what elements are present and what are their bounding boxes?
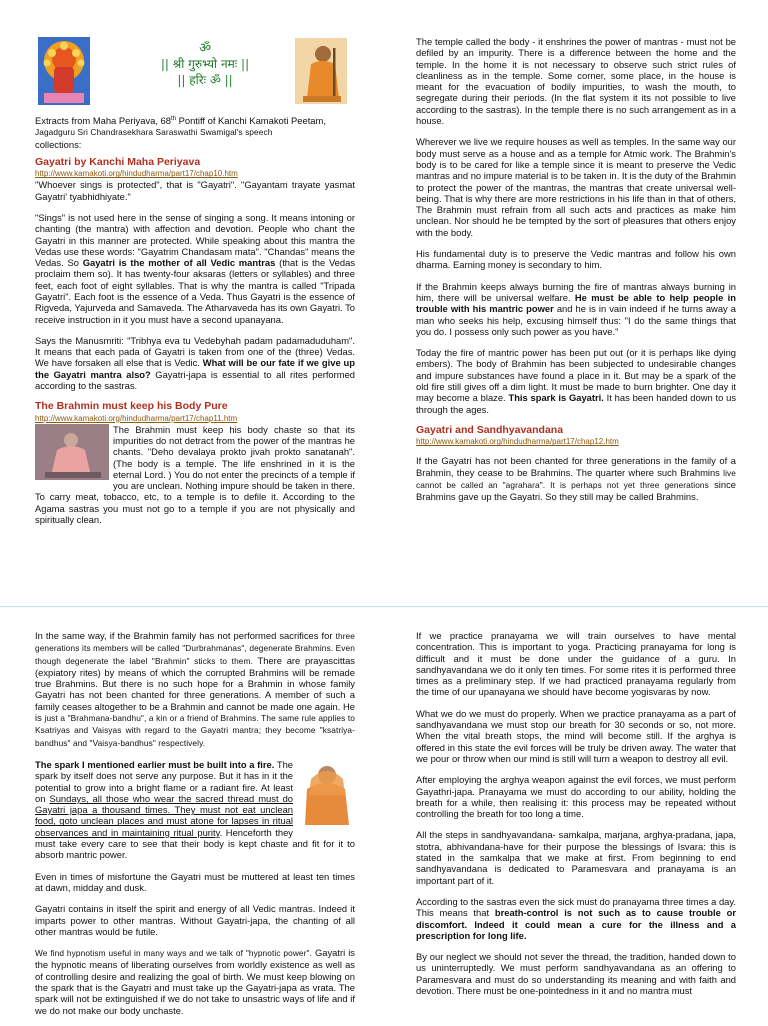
- r1-paragraph-4: [416, 281, 736, 337]
- r1-p5-bold: This spark is Gayatri.: [508, 392, 604, 404]
- bl-paragraph-2: [35, 759, 355, 861]
- s3-small-text: live cannot be called an "agrahara". It is perhaps not yet three generations: [416, 467, 736, 490]
- s1-p3-text: Says the Manusmriti: "Tribhya eva tu Vedebyhah padam padamaduduham". It means that each pada of Gayatri is taken from one of the (three) Vedas. We have forsaken all else that is Vedic.: [35, 334, 355, 369]
- bl-p5-small: We find hypnotism useful in many ways and we talk of "hypnotic power".: [35, 948, 312, 959]
- r1-paragraph-5: [416, 347, 736, 415]
- s1-p2-text: "Sings" is not used here in the sense of singing a song. It means intoning or chanting (the mantra) with affection and devotion. People who chant the Gayatri in this manner are protected. While speaking about this mantra the Vedas use these words: "Gayatrim Chandasam mata". "Chandas" means the Vedas. So: [35, 211, 355, 269]
- left-top-column: [35, 114, 355, 535]
- r1-p5-text-end: It has been handed down to us through the ages.: [416, 392, 737, 415]
- intro-text-c: Jagadguru Sri Chandrasekhara Saraswathi Swamigal's speech: [35, 127, 273, 138]
- r1-p4-bold: He must be able to help people in trouble with his mantric power: [416, 291, 736, 315]
- bl-p2-text-end: . Henceforth they must take every care to see that their body is kept chaste and fit for it to absorb mantric power.: [35, 826, 355, 861]
- right-bottom-column: [416, 630, 736, 1006]
- br-p5-bold: breath-control is not such as to cause trouble or discomfort. Indeed it could mean a cure for the illness and a prescription for long life.: [416, 907, 736, 941]
- bl-p2-text: The spark by itself does not serve any purpose. But it has in it the potential to grow into a bright flame or a radiant fire. At least on: [35, 758, 294, 804]
- br-paragraph-3: After employing the arghya weapon against the evil forces, we must perform Gayathri-japa. Pranayama we must do according to our ability, holding the breath for a while, then realising it: this process may be repeated without controlling the breath for too long a time.: [416, 774, 736, 820]
- r1-paragraph-2: Wherever we live we require houses as well as temples. In the same way our body must serve as a house and as a temple for Atmic work. The Brahmin's body is to be cared for like a temple since it is meant to preserve the Vedic mantras and no impure material is to be taken in. It is the duty of the Brahmin to protect the power of the mantras, the mantras that create universal well-being. That is why there are more restrictions in his life than in that of others. The Brahmin must refrain from all such acts and practices as make him unclean. Nor should he be tempted by the sort of pleasures that others enjoy with the body.: [416, 136, 736, 238]
- bl-p2-bold: The spark I mentioned earlier must be built into a fire.: [35, 758, 275, 770]
- bl-paragraph-4: Gayatri contains in itself the spirit and energy of all Vedic mantras. Indeed it imparts power to other mantras. Without Gayatri-japa, the chanting of all other mantras would be futile.: [35, 903, 355, 937]
- section-title-sandhyavandana: Gayatri and Sandhyavandana: [416, 423, 564, 436]
- s1-p3-bold: What will be our fate if we give up the Gayatri mantra also?: [35, 357, 355, 380]
- r1-paragraph-1: The temple called the body - it enshrines the power of mantras - must not be defiled by an impurity. There is a difference between the home and the temple. In the home it is not necessary to observe such strict rules of cleanliness as in the temple. Some corner, some place, in the house is meant for the evacuation of bodily impurities, to wash the mouth, to segregate during their periods. (In the flat system it its not possible to live according to the sastras). In the temple there is no such arrangement as in a house.: [416, 36, 736, 127]
- bl-p1-text: In the same way, if the Brahmin family has not performed sacrifices for: [35, 630, 336, 641]
- s2-paragraph: The Brahmin must keep his body chaste so that its impurities do not detract from the power of the mantras he chants. "Deho devalaya prokto jivah prokto sanatanah". (The body is a temple. The life enshrined in it is the eternal Lord. ) You do not enter the precincts of a temple if you are unclean. Nothing impure should be taken in there. To carry meat, tobacco, etc, to a temple is to defile it. According to the Agama sastras you must not go to a temple if you are not physically and spiritually clean.: [35, 423, 355, 526]
- intro-sup: th: [171, 116, 177, 122]
- section-title-gayatri: Gayatri by Kanchi Maha Periyava: [35, 156, 201, 169]
- bl-p5-text: Gayatri is the hypnotic means of liberating ourselves from worldly existence as well as of controlling desire and realizing the goal of birth. We must keep blowing on the spark that is the Gayatri and must take up the Gayatri-japa as vrata. The spark will not be extinguished if we do not take to unsastric ways of life and if we do not make our body unchaste.: [35, 947, 355, 1016]
- s1-p3-text-end: Gayatri-japa is essential to all rites performed according to the sastras.: [35, 368, 355, 392]
- r1-p4-text: If the Brahmin keeps always burning the fire of mantras always burning in him, there will be universal welfare.: [416, 280, 736, 303]
- r1-paragraph-3: His fundamental duty is to preserve the Vedic mantras and follow his own dharma. Earning money is secondary to him.: [416, 248, 736, 271]
- s1-p2-text-end: (that is the Vedas proclaim them so). It has twenty-four aksaras (letters or syllables) and three feet, each foot of eight syllables. That is why the mantra is called "Tripada Gayatri". Each foot is the essence of a Veda. Thus Gayatri is the essence of Rigveda, Yajurveda and Samaveda. The Atharvaveda has its own Gayatri. To receive instruction in it you must have a second upanayana.: [35, 257, 356, 325]
- right-top-column: [416, 36, 736, 512]
- link-chap11[interactable]: http://www.kamakoti.org/hindudharma/part17/chap11.htm: [35, 413, 238, 423]
- s1-paragraph-1: "Whoever sings is protected", that is "Gayatri". "Gayantam trayate yasmat Gayatri' tyabhidhiyate.": [35, 179, 355, 202]
- bl-p2-underlined: Sundays, all those who wear the sacred thread must do Gayatri japa a thousand times. They must not eat unclean food, goto unclean places and must atone for lapses in ritual observances and in maintaining ritual purity: [35, 792, 293, 838]
- page-divider: [0, 606, 768, 607]
- bl-p1-small: three generations its members will be called "Durbrahmanas", degenerate Brahmins. Even though degenerate the label "Brahmin" sticks to them.: [35, 631, 355, 666]
- bl-p1-text-2: There are prayascittas (expiatory rites) by means of which the corrupted Brahmins will be remade true Brahmins. But there is no such hope for a Brahmin in whose family Gayatri has not been chanted for three generations. A member of such a family ceases altogether to be a Brahmin and cannot be made one again. He is: [35, 654, 355, 724]
- s1-p2-bold: Gayatri is the mother of all Vedic mantras: [82, 257, 276, 269]
- intro-text-a: Extracts from Maha Periyava, 68: [35, 115, 171, 127]
- r1-p4-text-end: and he is in vain indeed if he turns away a man who seeks his help, excusing himself thus: "I do the same things that you do. I possess only such power as you have.": [416, 303, 736, 337]
- section-title-body-pure: The Brahmin must keep his Body Pure: [35, 400, 228, 413]
- br-paragraph-4: All the steps in sandhyavandana- samkalpa, marjana, arghya-pradana, japa, stotra, abhivandana-have for their purpose the blessings of Isvara: this is stated in the samkalpa that we make at first. From beginning to end sandhyavandana is dedicated to Paramesvara and pranayama is an important part of it.: [416, 829, 736, 886]
- om-symbol: ॐ: [199, 41, 211, 56]
- intro-text-d: collections:: [35, 138, 82, 150]
- br-paragraph-1: If we practice pranayama we will train ourselves to have mental concentration. This is important to yoga. Practicing pranayama for long is difficult and it must be done under the guidance of a guru. In sandhyavandana we do it only ten times. For some rites it is performed three times as a preliminary step. If we had practiced pranayama regularly from the time of our upanayana we should have become yogisvaras by now.: [416, 630, 736, 698]
- invocation-line-1: || श्री गुरुभ्यो नमः ||: [160, 57, 250, 71]
- br-paragraph-2: What we do we must do properly. When we practice pranayama as a part of sandhyavandana we must stop our breath for 30 seconds or so, not more. When the vital breath stops, the mind will become still. If the arghya is offered in this state the evil forces will be truly be driven away. The water that we pour or throw when our mind is still will turn a weapon to destroy all evil.: [416, 707, 736, 764]
- bl-paragraph-3: Even in times of misfortune the Gayatri must be muttered at least ten times at dawn, midday and dusk.: [35, 870, 355, 893]
- br-paragraph-5: [416, 896, 736, 941]
- s3-text: If the Gayatri has not been chanted for three generations in the family of a Brahmin, they cease to be Brahmins. The quarter where such Brahmins: [416, 455, 736, 478]
- seated-sage-image: [35, 424, 109, 482]
- br-paragraph-6: By our neglect we should not sever the thread, the tradition, handed down to us uninterruptedly. We must perform sandhyavandana as an offering to Paramesvara and must do so understanding its meaning and with faith and devotion. There must be one-pointedness in it and no mantra must: [416, 951, 736, 997]
- intro-text-b: Pontiff of Kanchi Kamakoti Peetam,: [176, 115, 326, 127]
- link-chap10[interactable]: http://www.kamakoti.org/hindudharma/part17/chap10.htm: [35, 169, 238, 179]
- maha-periyava-image: [295, 38, 347, 104]
- ascetic-image: [297, 759, 355, 831]
- link-chap12[interactable]: http://www.kamakoti.org/hindudharma/part17/chap12.htm: [416, 437, 619, 447]
- bl-paragraph-1: [35, 630, 355, 749]
- invocation-header: [120, 42, 290, 88]
- bl-p1-small-2: just a "Brahmana-bandhu", a kin or a friend of Brahmins. The same rule applies to Ksatriyas and Vaisyas with regard to the Gayatri mantra; they become "ksatriya-bandhus" and "Vaisya-bandhus" respectively.: [35, 713, 355, 748]
- s1-paragraph-3: [35, 335, 355, 391]
- s3-paragraph: [416, 455, 736, 502]
- goddess-gayatri-image: [38, 37, 90, 105]
- s3-text-end: since Brahmins gave up the Gayatri. So they still may be called Brahmins.: [416, 478, 736, 503]
- bl-paragraph-5: [35, 947, 355, 1016]
- invocation-line-2: || हरिः ॐ ||: [177, 73, 233, 87]
- s1-paragraph-2: [35, 212, 355, 325]
- left-bottom-column: [35, 630, 355, 1026]
- br-p5-text: According to the sastras even the sick must do pranayama three times a day. This means that: [416, 895, 736, 919]
- r1-p5-text: Today the fire of mantric power has been put out (or it is perhaps like dying embers). The body of Brahmin has been subjected to undesirable changes and impure substances have found a place in it. But may be a spark of the old fire still gives off a dim light. It must be made to burn brighter. One day it may become a blaze.: [416, 347, 736, 404]
